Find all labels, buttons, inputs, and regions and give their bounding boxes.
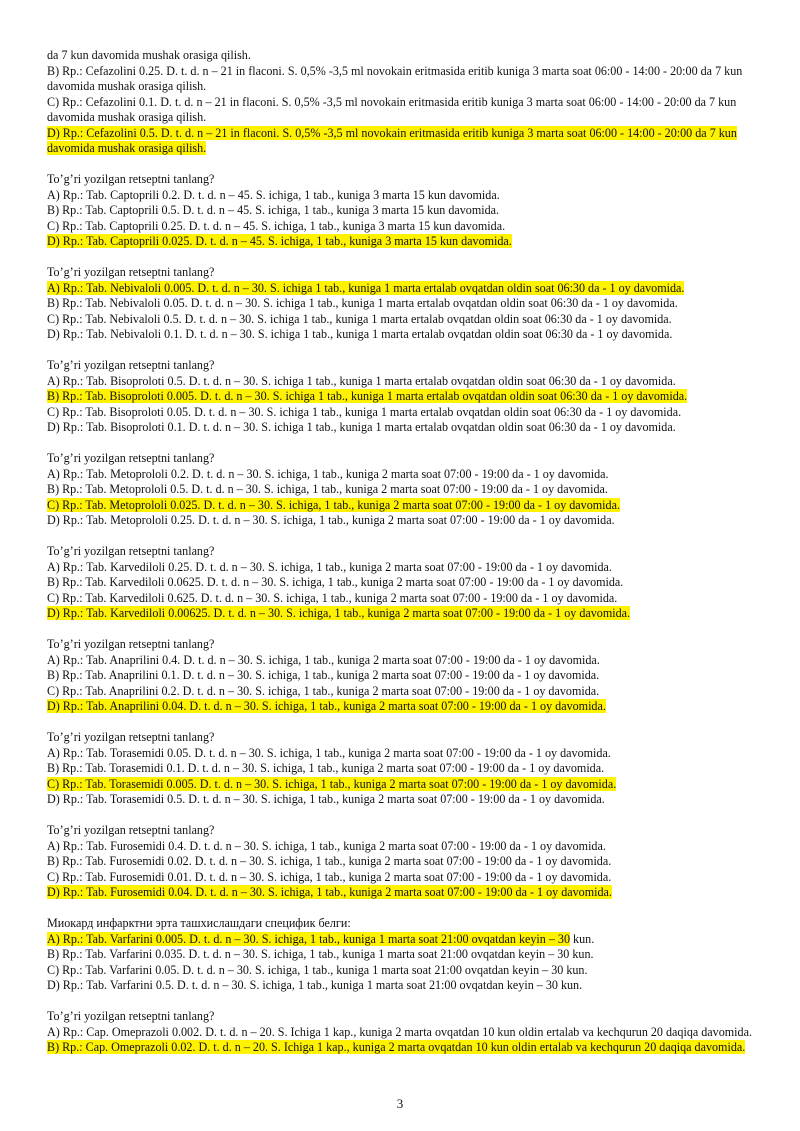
answer-option-text: D) Rp.: Tab. Nebivaloli 0.1. D. t. d. n – 30. S. ichiga 1 tab., kuniga 1 marta ertalab ovqatdan oldin soat 06:30 da - 1 oy davomida. [47,327,673,341]
question-block [47,358,775,436]
question-text: To’g’ri yozilgan retseptni tanlang? [47,544,215,558]
question-block [47,172,775,250]
answer-option-text: D) Rp.: Tab. Varfarini 0.5. D. t. d. n – 30. S. ichiga, 1 tab., kuniga 1 marta soat 21:00 ovqatdan keyin – 30 kun. [47,978,583,992]
answer-option-text: C) Rp.: Tab. Metoprololi 0.025. D. t. d. n – 30. S. ichiga, 1 tab., kuniga 2 marta soat 07:00 - 19:00 da - 1 oy davomida. [47,497,620,512]
answer-option [47,219,775,235]
answer-option [47,374,775,390]
answer-option-correct [47,498,775,514]
answer-option-correct [47,126,775,157]
answer-option [47,1025,775,1041]
answer-option [47,792,775,808]
document-body [47,48,775,1056]
answer-option [47,591,775,607]
answer-option-tail: kun. [570,931,595,946]
answer-option-text: C) Rp.: Tab. Captoprili 0.25. D. t. d. n – 45. S. ichiga, 1 tab., kuniga 3 marta 15 kun davomida. [47,218,506,233]
answer-option-text: B) Rp.: Tab. Anaprilini 0.1. D. t. d. n – 30. S. ichiga, 1 tab., kuniga 2 marta soat 07:00 - 19:00 da - 1 oy davomida. [47,668,600,682]
answer-option-text: A) Rp.: Tab. Bisoproloti 0.5. D. t. d. n – 30. S. ichiga 1 tab., kuniga 1 marta ertalab ovqatdan oldin soat 06:30 da - 1 oy davomida. [47,373,676,388]
answer-option-text: A) Rp.: Tab. Captoprili 0.2. D. t. d. n – 45. S. ichiga, 1 tab., kuniga 3 marta 15 kun davomida. [47,187,500,202]
answer-option-text: D) Rp.: Tab. Anaprilini 0.04. D. t. d. n – 30. S. ichiga, 1 tab., kuniga 2 marta soat 07:00 - 19:00 da - 1 oy davomida. [47,699,606,713]
answer-option-text: A) Rp.: Tab. Furosemidi 0.4. D. t. d. n – 30. S. ichiga, 1 tab., kuniga 2 marta soat 07:00 - 19:00 da - 1 oy davomida. [47,838,606,853]
answer-option-correct [47,389,775,405]
answer-option-text: D) Rp.: Tab. Torasemidi 0.5. D. t. d. n – 30. S. ichiga, 1 tab., kuniga 2 marta soat 07:00 - 19:00 da - 1 oy davomida. [47,792,605,806]
answer-option-text: A) Rp.: Tab. Torasemidi 0.05. D. t. d. n – 30. S. ichiga, 1 tab., kuniga 2 marta soat 07:00 - 19:00 da - 1 oy davomida. [47,745,611,760]
question-block [47,637,775,715]
answer-option-text: A) Rp.: Tab. Metoprololi 0.2. D. t. d. n – 30. S. ichiga, 1 tab., kuniga 2 marta soat 07:00 - 19:00 da - 1 oy davomida. [47,466,609,481]
answer-option [47,296,775,312]
answer-option [47,188,775,204]
answer-option [47,963,775,979]
question-text: To’g’ri yozilgan retseptni tanlang? [47,823,215,837]
answer-option-text: A) Rp.: Cap. Omeprazoli 0.002. D. t. d. n – 20. S. Ichiga 1 kap., kuniga 2 marta ovqatdan 10 kun oldin ertalab va kechqurun 20 daqiqa davomida. [47,1024,752,1039]
answer-option [47,947,775,963]
page-number: 3 [396,1096,404,1111]
answer-option-text: A) Rp.: Tab. Karvediloli 0.25. D. t. d. n – 30. S. ichiga, 1 tab., kuniga 2 marta soat 07:00 - 19:00 da - 1 oy davomida. [47,559,612,574]
answer-option-text: C) Rp.: Tab. Anaprilini 0.2. D. t. d. n – 30. S. ichiga, 1 tab., kuniga 2 marta soat 07:00 - 19:00 da - 1 oy davomida. [47,683,600,698]
answer-option-text: D) Rp.: Tab. Captoprili 0.025. D. t. d. n – 45. S. ichiga, 1 tab., kuniga 3 marta 15 kun davomida. [47,234,512,248]
answer-option [47,203,775,219]
answer-option-text: D) Rp.: Tab. Metoprololi 0.25. D. t. d. n – 30. S. ichiga, 1 tab., kuniga 2 marta soat 07:00 - 19:00 da - 1 oy davomida. [47,513,615,527]
question-text: To’g’ri yozilgan retseptni tanlang? [47,730,215,744]
answer-option [47,560,775,576]
answer-option-text: A) Rp.: Tab. Anaprilini 0.4. D. t. d. n – 30. S. ichiga, 1 tab., kuniga 2 marta soat 07:00 - 19:00 da - 1 oy davomida. [47,652,600,667]
answer-option [47,978,775,994]
answer-option-correct [47,777,775,793]
answer-option-text: B) Rp.: Tab. Metoprololi 0.5. D. t. d. n – 30. S. ichiga, 1 tab., kuniga 2 marta soat 07:00 - 19:00 da - 1 oy davomida. [47,482,608,496]
question-text: To’g’ri yozilgan retseptni tanlang? [47,265,215,279]
answer-option [47,668,775,684]
answer-option [47,95,775,126]
question-block [47,544,775,622]
answer-option-text: D) Rp.: Cefazolini 0.5. D. t. d. n – 21 in flaconi. S. 0,5% -3,5 ml novokain eritmasida eritib kuniga 3 marta soat 06:00 - 14:00 - 20:00 da 7 kun davomida mushak orasiga qilish. [47,125,737,155]
answer-option-text: C) Rp.: Tab. Varfarini 0.05. D. t. d. n – 30. S. ichiga, 1 tab., kuniga 1 marta soat 21:00 ovqatdan keyin – 30 kun. [47,962,588,977]
answer-option [47,405,775,421]
answer-option-text: B) Rp.: Tab. Karvediloli 0.0625. D. t. d. n – 30. S. ichiga, 1 tab., kuniga 2 marta soat 07:00 - 19:00 da - 1 oy davomida. [47,575,624,589]
question-block [47,1009,775,1056]
answer-option-text: C) Rp.: Tab. Karvediloli 0.625. D. t. d. n – 30. S. ichiga, 1 tab., kuniga 2 marta soat 07:00 - 19:00 da - 1 oy davomida. [47,590,618,605]
answer-option [47,420,775,436]
question-block [47,451,775,529]
answer-option-correct [47,281,775,297]
answer-option-text: B) Rp.: Tab. Captoprili 0.5. D. t. d. n – 45. S. ichiga, 1 tab., kuniga 3 marta 15 kun davomida. [47,203,500,217]
answer-option-text: B) Rp.: Tab. Varfarini 0.035. D. t. d. n – 30. S. ichiga, 1 tab., kuniga 1 marta soat 21:00 ovqatdan keyin – 30 kun. [47,947,594,961]
answer-option [47,327,775,343]
answer-option [47,312,775,328]
answer-option [47,48,775,64]
answer-option-correct [47,885,775,901]
answer-option-text: C) Rp.: Cefazolini 0.1. D. t. d. n – 21 in flaconi. S. 0,5% -3,5 ml novokain eritmasida eritib kuniga 3 marta soat 06:00 - 14:00 - 20:00 da 7 kun davomida mushak orasiga qilish. [47,94,737,124]
answer-option-text: C) Rp.: Tab. Bisoproloti 0.05. D. t. d. n – 30. S. ichiga 1 tab., kuniga 1 marta ertalab ovqatdan oldin soat 06:30 da - 1 oy davomida. [47,404,682,419]
answer-option [47,870,775,886]
answer-option [47,64,775,95]
question-block [47,48,775,157]
answer-option [47,575,775,591]
question-text: To’g’ri yozilgan retseptni tanlang? [47,637,215,651]
answer-option-correct [47,932,775,948]
question-text: To’g’ri yozilgan retseptni tanlang? [47,358,215,372]
answer-option [47,467,775,483]
answer-option [47,839,775,855]
answer-option [47,513,775,529]
answer-option-text: B) Rp.: Tab. Torasemidi 0.1. D. t. d. n – 30. S. ichiga, 1 tab., kuniga 2 marta soat 07:00 - 19:00 da - 1 oy davomida. [47,761,605,775]
answer-option-text: C) Rp.: Tab. Torasemidi 0.005. D. t. d. n – 30. S. ichiga, 1 tab., kuniga 2 marta soat 07:00 - 19:00 da - 1 oy davomida. [47,776,617,791]
answer-option-text: D) Rp.: Tab. Furosemidi 0.04. D. t. d. n – 30. S. ichiga, 1 tab., kuniga 2 marta soat 07:00 - 19:00 da - 1 oy davomida. [47,885,612,899]
answer-option-text: B) Rp.: Tab. Nebivaloli 0.05. D. t. d. n – 30. S. ichiga 1 tab., kuniga 1 marta ertalab ovqatdan oldin soat 06:30 da - 1 oy davomida. [47,296,678,310]
answer-option-text: B) Rp.: Cefazolini 0.25. D. t. d. n – 21 in flaconi. S. 0,5% -3,5 ml novokain eritmasida eritib kuniga 3 marta soat 06:00 - 14:00 - 20:00 da 7 kun davomida mushak orasiga qilish. [47,63,743,93]
question-text: To’g’ri yozilgan retseptni tanlang? [47,451,215,465]
answer-option [47,761,775,777]
question-text: To’g’ri yozilgan retseptni tanlang? [47,172,215,186]
answer-option [47,854,775,870]
answer-option-text: A) Rp.: Tab. Nebivaloli 0.005. D. t. d. n – 30. S. ichiga 1 tab., kuniga 1 marta ertalab ovqatdan oldin soat 06:30 da - 1 oy davomida. [47,280,685,295]
answer-option [47,746,775,762]
answer-option-text: A) Rp.: Tab. Varfarini 0.005. D. t. d. n – 30. S. ichiga, 1 tab., kuniga 1 marta soat 21:00 ovqatdan keyin – 30 [47,931,571,946]
answer-option [47,684,775,700]
answer-option [47,482,775,498]
answer-option-correct [47,234,775,250]
answer-option-text: B) Rp.: Tab. Furosemidi 0.02. D. t. d. n – 30. S. ichiga, 1 tab., kuniga 2 marta soat 07:00 - 19:00 da - 1 oy davomida. [47,854,612,868]
question-text: To’g’ri yozilgan retseptni tanlang? [47,1009,215,1023]
question-block [47,916,775,994]
answer-option-text: da 7 kun davomida mushak orasiga qilish. [47,48,251,62]
answer-option-correct [47,606,775,622]
question-block [47,265,775,343]
question-block [47,730,775,808]
question-block [47,823,775,901]
answer-option-text: D) Rp.: Tab. Karvediloli 0.00625. D. t. d. n – 30. S. ichiga, 1 tab., kuniga 2 marta soat 07:00 - 19:00 da - 1 oy davomida. [47,606,631,620]
answer-option-correct [47,699,775,715]
answer-option [47,653,775,669]
answer-option-correct [47,1040,775,1056]
question-text: Миокард инфарктни эрта ташхислашдаги специфик белги: [47,916,351,930]
answer-option-text: B) Rp.: Cap. Omeprazoli 0.02. D. t. d. n – 20. S. Ichiga 1 kap., kuniga 2 marta ovqatdan 10 kun oldin ertalab va kechqurun 20 daqiqa davomida. [47,1040,746,1054]
answer-option-text: C) Rp.: Tab. Furosemidi 0.01. D. t. d. n – 30. S. ichiga, 1 tab., kuniga 2 marta soat 07:00 - 19:00 da - 1 oy davomida. [47,869,612,884]
answer-option-text: B) Rp.: Tab. Bisoproloti 0.005. D. t. d. n – 30. S. ichiga 1 tab., kuniga 1 marta ertalab ovqatdan oldin soat 06:30 da - 1 oy davomida. [47,389,688,403]
answer-option-text: D) Rp.: Tab. Bisoproloti 0.1. D. t. d. n – 30. S. ichiga 1 tab., kuniga 1 marta ertalab ovqatdan oldin soat 06:30 da - 1 oy davomida. [47,420,676,434]
answer-option-text: C) Rp.: Tab. Nebivaloli 0.5. D. t. d. n – 30. S. ichiga 1 tab., kuniga 1 marta ertalab ovqatdan oldin soat 06:30 da - 1 oy davomida. [47,311,672,326]
